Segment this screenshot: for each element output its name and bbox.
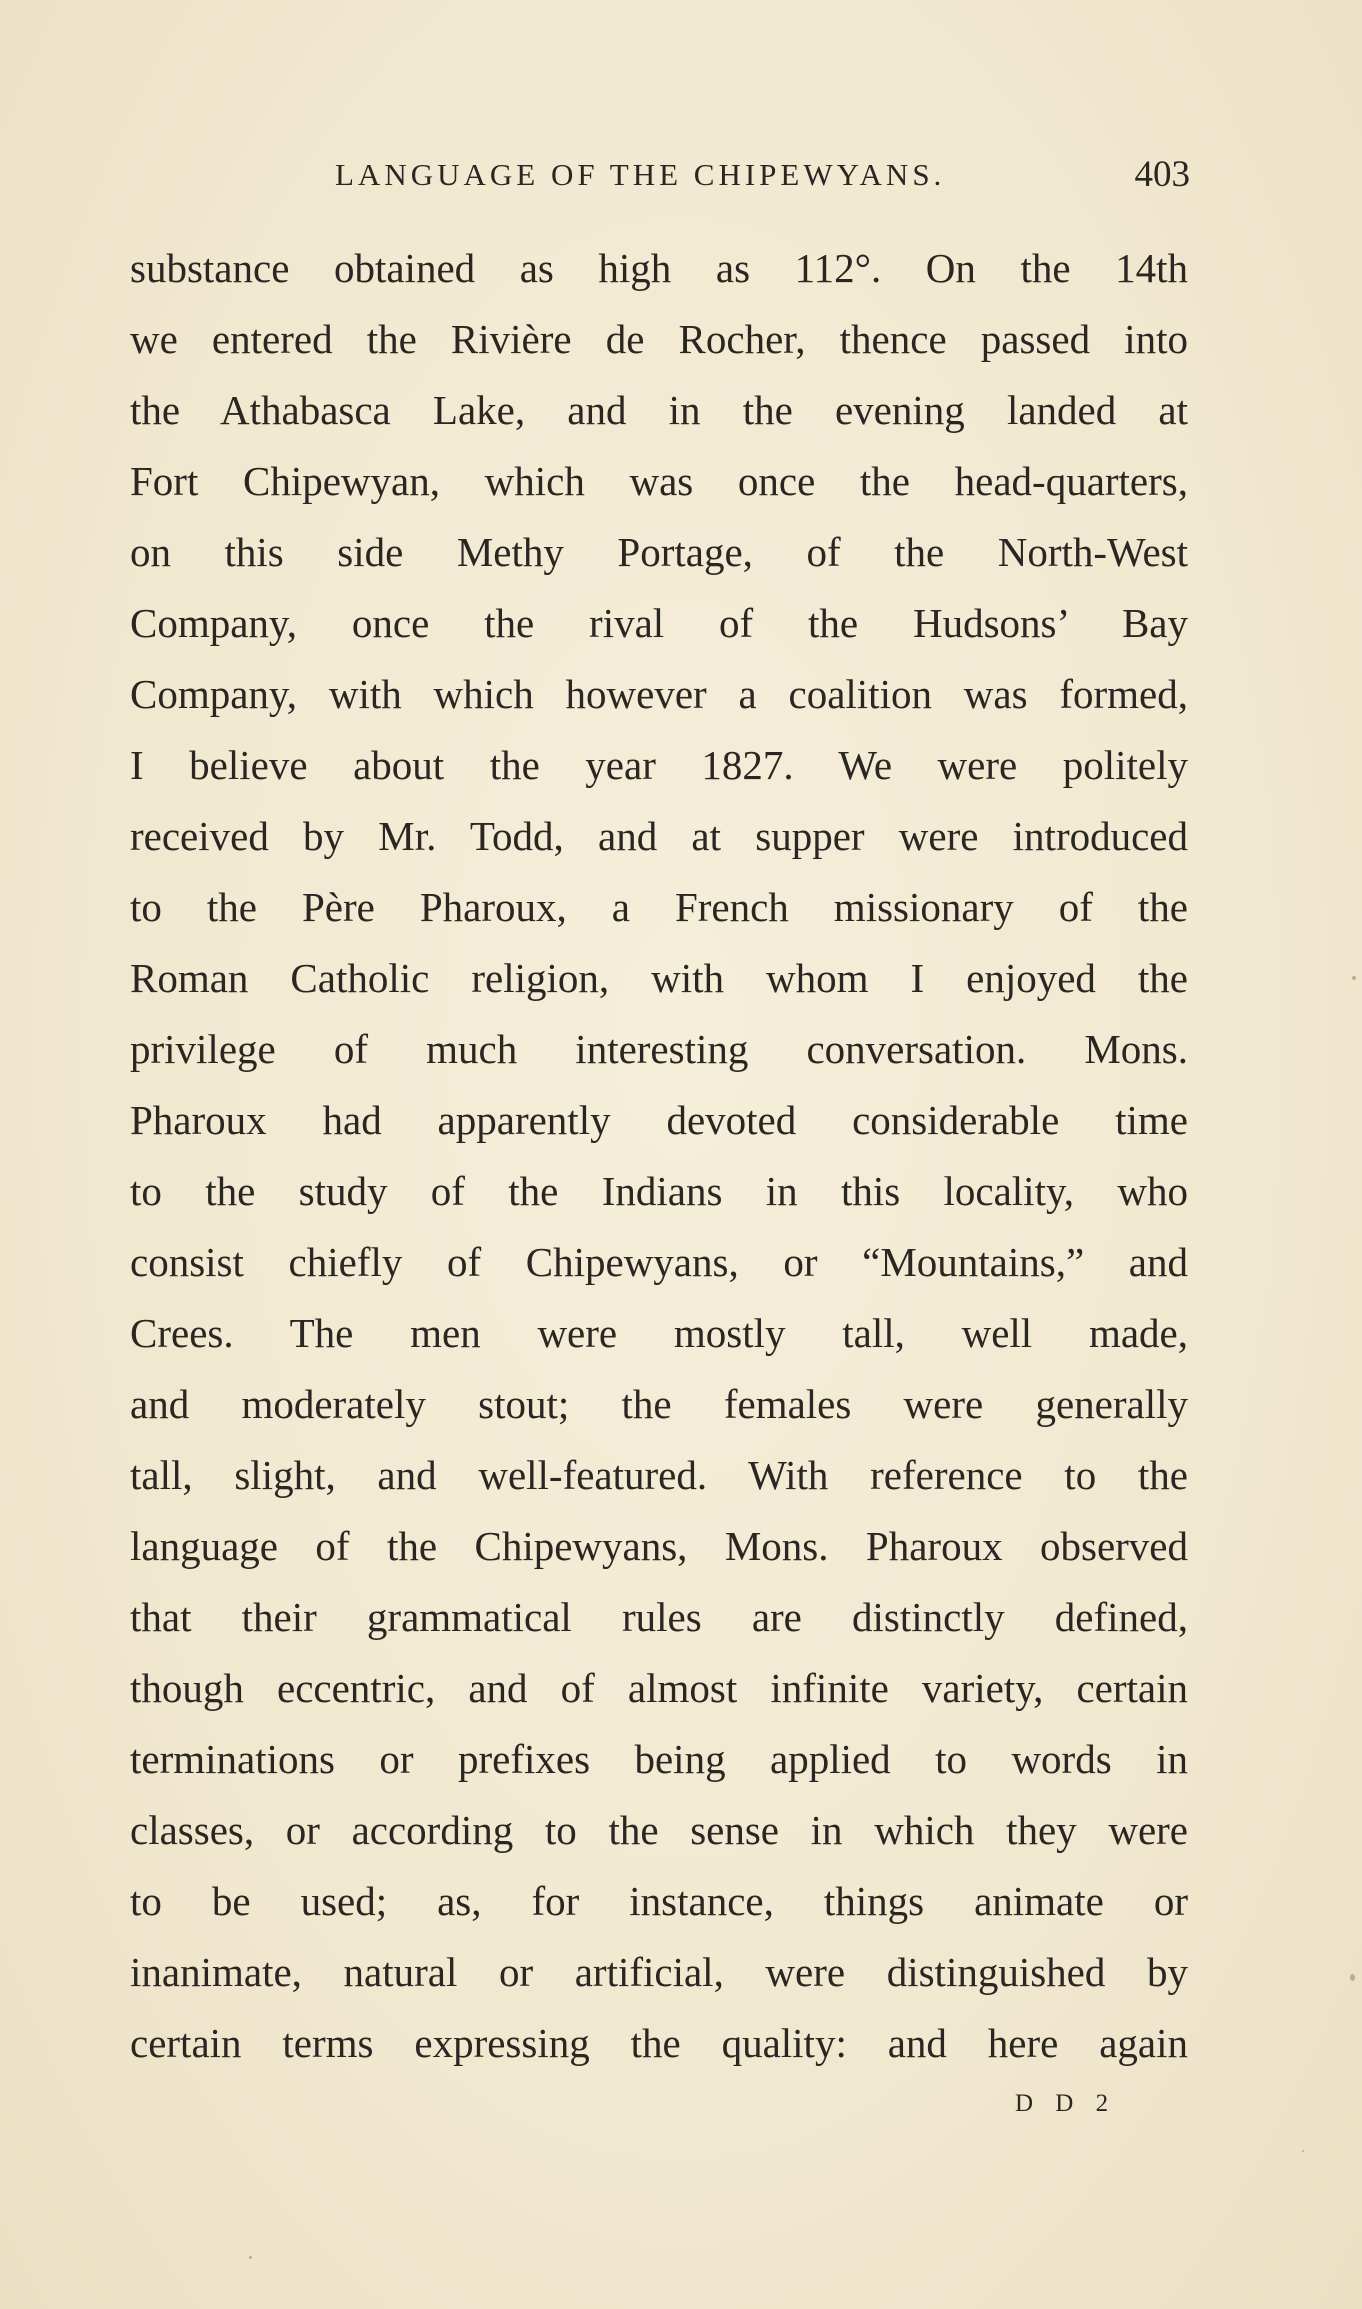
paper-speck — [1352, 976, 1356, 980]
text-line: Fort Chipewyan, which was once the head-quarters, — [130, 458, 1188, 504]
paper-speck — [249, 2256, 252, 2259]
text-line: that their grammatical rules are distinctly defined, — [130, 1594, 1188, 1640]
text-line: tall, slight, and well-featured. With reference to the — [130, 1452, 1188, 1498]
text-line: consist chiefly of Chipewyans, or “Mountains,” and — [130, 1239, 1188, 1285]
text-line: Crees. The men were mostly tall, well made, — [130, 1310, 1188, 1356]
text-line: to be used; as, for instance, things animate or — [130, 1878, 1188, 1924]
text-line: language of the Chipewyans, Mons. Pharoux observed — [130, 1523, 1188, 1569]
text-line: inanimate, natural or artificial, were distinguished by — [130, 1949, 1188, 1995]
running-head — [130, 150, 1190, 200]
text-line: I believe about the year 1827. We were politely — [130, 742, 1188, 788]
text-line: on this side Methy Portage, of the North-West — [130, 529, 1188, 575]
text-line: the Athabasca Lake, and in the evening landed at — [130, 387, 1188, 433]
text-line: received by Mr. Todd, and at supper were introduced — [130, 813, 1188, 859]
text-line: privilege of much interesting conversation. Mons. — [130, 1026, 1188, 1072]
text-line: Company, once the rival of the Hudsons’ Bay — [130, 600, 1188, 646]
text-line: and moderately stout; the females were generally — [130, 1381, 1188, 1427]
paper-speck — [1302, 2150, 1304, 2152]
text-line: substance obtained as high as 112°. On the 14th — [130, 245, 1188, 291]
running-title: LANGUAGE OF THE CHIPEWYANS. — [335, 157, 946, 192]
text-line: Pharoux had apparently devoted considerable time — [130, 1097, 1188, 1143]
page-number: 403 — [1134, 154, 1190, 195]
text-line: Company, with which however a coalition was formed, — [130, 671, 1188, 717]
text-line: to the Père Pharoux, a French missionary of the — [130, 884, 1188, 930]
text-line: though eccentric, and of almost infinite variety, certain — [130, 1665, 1188, 1711]
text-line: we entered the Rivière de Rocher, thence passed into — [130, 316, 1188, 362]
text-line: classes, or according to the sense in which they were — [130, 1807, 1188, 1853]
signature-mark: D D 2 — [1015, 2090, 1117, 2117]
text-line: Roman Catholic religion, with whom I enjoyed the — [130, 955, 1188, 1001]
text-line: certain terms expressing the quality: and here again — [130, 2020, 1188, 2066]
text-line: terminations or prefixes being applied to words in — [130, 1736, 1188, 1782]
paper-speck — [1350, 1974, 1355, 1981]
body-text — [130, 233, 1188, 2079]
text-line: to the study of the Indians in this locality, who — [130, 1168, 1188, 1214]
